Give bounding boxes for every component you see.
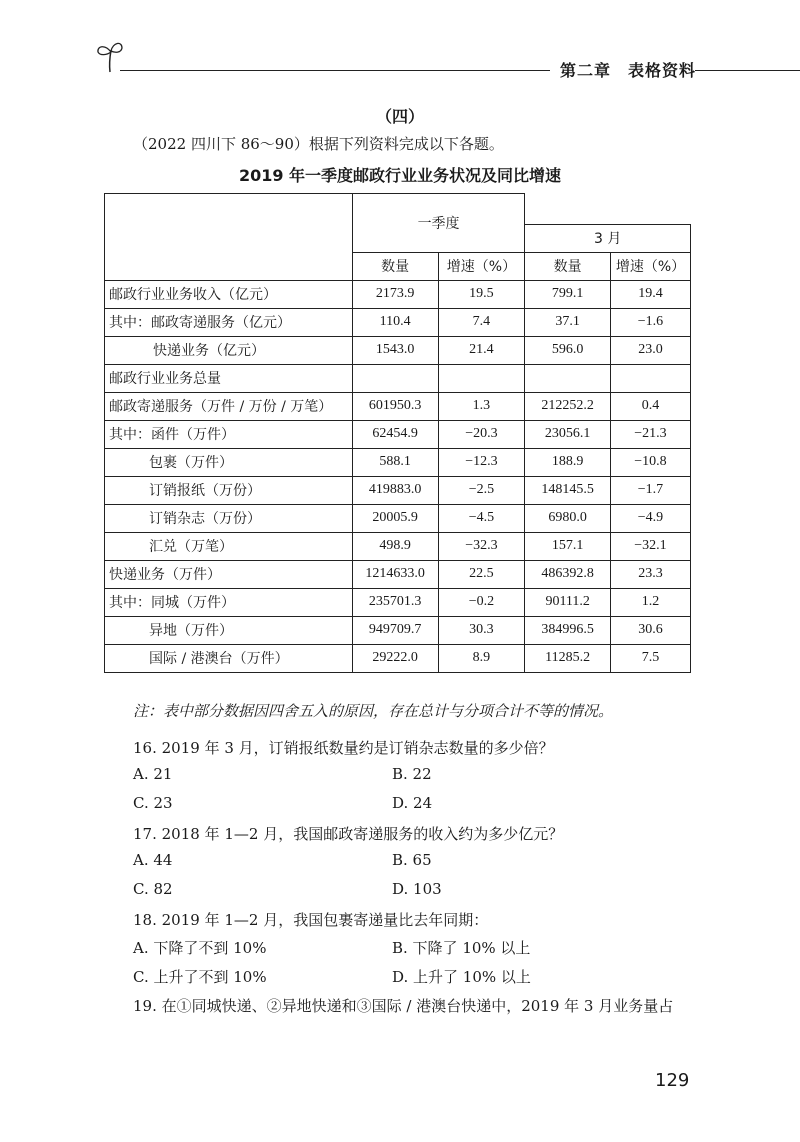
m3-growth: −32.1	[610, 532, 690, 560]
m3-growth: −1.6	[610, 308, 690, 336]
sprout-icon	[95, 38, 125, 74]
row-label: 其中：邮政寄递服务（亿元）	[105, 308, 353, 336]
row-label: 异地（万件）	[105, 616, 353, 644]
table-row	[105, 588, 691, 616]
row-label: 订销杂志（万份）	[105, 504, 353, 532]
m3-quantity	[525, 364, 611, 392]
chapter-title: 第二章 表格资料	[560, 61, 697, 80]
table-row	[105, 420, 691, 448]
q1-quantity: 62454.9	[352, 420, 438, 448]
m3-growth: −21.3	[610, 420, 690, 448]
row-label: 包裹（万件）	[105, 448, 353, 476]
m3-growth: 23.0	[610, 336, 690, 364]
question-stem: 16. 2019 年 3 月，订销报纸数量约是订销杂志数量的多少倍？	[133, 739, 554, 757]
answer-option[interactable]: A. 下降了不到 10%	[133, 939, 267, 957]
m3-quantity: 11285.2	[525, 644, 611, 672]
row-label: 订销报纸（万份）	[105, 476, 353, 504]
m3-quantity: 212252.2	[525, 392, 611, 420]
answer-option[interactable]: D. 24	[392, 794, 433, 812]
question-stem: 17. 2018 年 1—2 月，我国邮政寄递服务的收入约为多少亿元？	[133, 825, 564, 843]
answer-option[interactable]: B. 65	[392, 851, 432, 869]
m3-quantity: 148145.5	[525, 476, 611, 504]
m3-quantity: 486392.8	[525, 560, 611, 588]
m3-growth: 0.4	[610, 392, 690, 420]
header-q1-growth: 增速（%）	[438, 252, 525, 280]
answer-option[interactable]: C. 23	[133, 794, 173, 812]
table-note: 注：表中部分数据因四舍五入的原因，存在总计与分项合计不等的情况。	[133, 702, 614, 720]
q1-growth: −0.2	[438, 588, 525, 616]
q1-growth: −20.3	[438, 420, 525, 448]
m3-quantity: 37.1	[525, 308, 611, 336]
question-stem: 18. 2019 年 1—2 月，我国包裹寄递量比去年同期：	[133, 911, 489, 929]
header-q1: 一季度	[352, 194, 525, 253]
q1-growth: 30.3	[438, 616, 525, 644]
q1-quantity	[352, 364, 438, 392]
table-row	[105, 308, 691, 336]
q1-quantity: 235701.3	[352, 588, 438, 616]
m3-quantity: 23056.1	[525, 420, 611, 448]
answer-option[interactable]: A. 44	[133, 851, 173, 869]
q1-quantity: 601950.3	[352, 392, 438, 420]
answer-option[interactable]: D. 103	[392, 880, 442, 898]
header-m3: 3 月	[525, 224, 691, 252]
row-label: 其中：函件（万件）	[105, 420, 353, 448]
q1-quantity: 29222.0	[352, 644, 438, 672]
header-q1-qty: 数量	[352, 252, 438, 280]
header-m3-growth: 增速（%）	[610, 252, 690, 280]
q1-growth: 19.5	[438, 280, 525, 308]
page-number: 129	[655, 1070, 690, 1091]
answer-option[interactable]: B. 下降了 10% 以上	[392, 939, 531, 957]
q1-quantity: 2173.9	[352, 280, 438, 308]
table-row	[105, 476, 691, 504]
m3-quantity: 799.1	[525, 280, 611, 308]
table-corner-cell	[105, 194, 353, 281]
row-label: 汇兑（万笔）	[105, 532, 353, 560]
answer-option[interactable]: C. 上升了不到 10%	[133, 968, 267, 986]
data-table	[104, 193, 691, 673]
m3-growth: 7.5	[610, 644, 690, 672]
m3-growth: 30.6	[610, 616, 690, 644]
m3-quantity: 90111.2	[525, 588, 611, 616]
q1-growth: 22.5	[438, 560, 525, 588]
table-row	[105, 532, 691, 560]
q1-growth: 21.4	[438, 336, 525, 364]
q1-growth: −12.3	[438, 448, 525, 476]
q1-growth: 1.3	[438, 392, 525, 420]
header-m3-qty: 数量	[525, 252, 611, 280]
table-row	[105, 448, 691, 476]
m3-growth	[610, 364, 690, 392]
row-label: 国际 / 港澳台（万件）	[105, 644, 353, 672]
q1-quantity: 498.9	[352, 532, 438, 560]
table-title: 2019 年一季度邮政行业业务状况及同比增速	[238, 166, 562, 185]
q1-growth: 7.4	[438, 308, 525, 336]
answer-option[interactable]: B. 22	[392, 765, 432, 783]
q1-growth: −32.3	[438, 532, 525, 560]
row-label: 快递业务（亿元）	[105, 336, 353, 364]
m3-growth: −10.8	[610, 448, 690, 476]
q1-quantity: 1543.0	[352, 336, 438, 364]
section-intro: （2022 四川下 86～90）根据下列资料完成以下各题。	[133, 135, 504, 153]
row-label: 其中：同城（万件）	[105, 588, 353, 616]
m3-growth: 23.3	[610, 560, 690, 588]
table-row	[105, 504, 691, 532]
table-row	[105, 560, 691, 588]
q1-growth: 8.9	[438, 644, 525, 672]
table-row	[105, 392, 691, 420]
q1-growth: −4.5	[438, 504, 525, 532]
m3-growth: −1.7	[610, 476, 690, 504]
m3-quantity: 384996.5	[525, 616, 611, 644]
m3-growth: −4.9	[610, 504, 690, 532]
table-row	[105, 336, 691, 364]
table-row	[105, 644, 691, 672]
m3-quantity: 157.1	[525, 532, 611, 560]
question-stem: 19. 在①同城快递、②异地快递和③国际 / 港澳台快递中，2019 年 3 月业务量占	[133, 997, 674, 1015]
header-blank	[525, 194, 691, 225]
m3-quantity: 596.0	[525, 336, 611, 364]
answer-option[interactable]: C. 82	[133, 880, 173, 898]
table-row	[105, 616, 691, 644]
m3-quantity: 188.9	[525, 448, 611, 476]
q1-quantity: 110.4	[352, 308, 438, 336]
section-title: （四）	[375, 107, 424, 126]
q1-quantity: 419883.0	[352, 476, 438, 504]
q1-quantity: 20005.9	[352, 504, 438, 532]
answer-option[interactable]: D. 上升了 10% 以上	[392, 968, 531, 986]
row-label: 快递业务（万件）	[105, 560, 353, 588]
m3-growth: 19.4	[610, 280, 690, 308]
answer-option[interactable]: A. 21	[133, 765, 173, 783]
m3-quantity: 6980.0	[525, 504, 611, 532]
row-label: 邮政行业业务收入（亿元）	[105, 280, 353, 308]
q1-growth: −2.5	[438, 476, 525, 504]
q1-quantity: 588.1	[352, 448, 438, 476]
row-label: 邮政寄递服务（万件 / 万份 / 万笔）	[105, 392, 353, 420]
table-row	[105, 364, 691, 392]
q1-growth	[438, 364, 525, 392]
page-header	[0, 0, 800, 90]
q1-quantity: 949709.7	[352, 616, 438, 644]
m3-growth: 1.2	[610, 588, 690, 616]
table-row	[105, 280, 691, 308]
row-label: 邮政行业业务总量	[105, 364, 353, 392]
q1-quantity: 1214633.0	[352, 560, 438, 588]
header-rule	[695, 70, 800, 71]
header-rule	[120, 70, 550, 71]
